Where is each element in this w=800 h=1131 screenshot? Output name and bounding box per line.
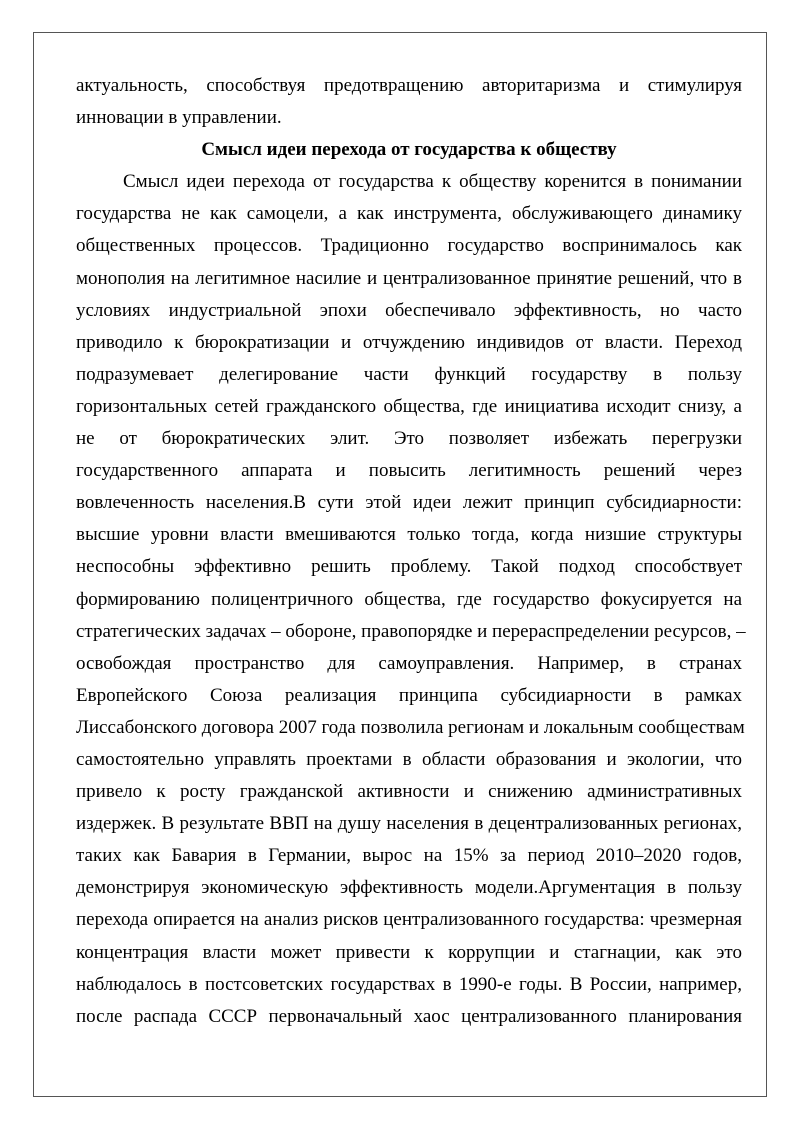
text-line: самостоятельно управлять проектами в области образования и экологии, что <box>76 748 742 770</box>
section-heading: Смысл идеи перехода от государства к обществу <box>201 139 617 161</box>
text-line: перехода опирается на анализ рисков централизованного государства: чрезмерная <box>76 909 742 931</box>
text-line: после распада СССР первоначальный хаос централизованного планирования <box>76 1005 742 1027</box>
text-line: концентрация власти может привести к коррупции и стагнации, как это <box>76 941 742 963</box>
text-line: государственного аппарата и повысить легитимность решений через <box>76 460 742 482</box>
text-line: государства не как самоцели, а как инструмента, обслуживающего динамику <box>76 203 742 225</box>
text-line: монополия на легитимное насилие и централизованное принятие решений, что в <box>76 267 742 289</box>
text-line: общественных процессов. Традиционно государство воспринималось как <box>76 235 742 257</box>
text-line: инновации в управлении. <box>76 107 282 129</box>
document-body <box>76 70 746 1033</box>
text-line: условиях индустриальной эпохи обеспечивало эффективность, но часто <box>76 299 742 321</box>
text-line: Смысл идеи перехода от государства к обществу коренится в понимании <box>123 171 742 193</box>
text-line: вовлеченность населения.В сути этой идеи лежит принцип субсидиарности: <box>76 492 742 514</box>
text-line: приводило к бюрократизации и отчуждению индивидов от власти. Переход <box>76 331 742 353</box>
text-line: горизонтальных сетей гражданского общества, где инициатива исходит снизу, а <box>76 395 742 417</box>
text-line: привело к росту гражданской активности и снижению административных <box>76 781 742 803</box>
text-line: таких как Бавария в Германии, вырос на 15% за период 2010–2020 годов, <box>76 845 742 867</box>
text-line: наблюдалось в постсоветских государствах в 1990-е годы. В России, например, <box>76 973 742 995</box>
text-line: не от бюрократических элит. Это позволяет избежать перегрузки <box>76 428 742 450</box>
text-line: подразумевает делегирование части функций государству в пользу <box>76 363 742 385</box>
text-line: издержек. В результате ВВП на душу населения в децентрализованных регионах, <box>76 813 742 835</box>
text-line: высшие уровни власти вмешиваются только тогда, когда низшие структуры <box>76 524 742 546</box>
text-line: стратегических задачах – обороне, правопорядке и перераспределении ресурсов, – <box>76 620 746 642</box>
text-line: неспособны эффективно решить проблему. Такой подход способствует <box>76 556 742 578</box>
text-line: демонстрируя экономическую эффективность модели.Аргументация в пользу <box>76 877 742 899</box>
text-line: Европейского Союза реализация принципа субсидиарности в рамках <box>76 684 742 706</box>
text-line: актуальность, способствуя предотвращению авторитаризма и стимулируя <box>76 75 742 96</box>
text-line: формированию полицентричного общества, где государство фокусируется на <box>76 588 742 610</box>
text-line: освобождая пространство для самоуправления. Например, в странах <box>76 652 742 674</box>
text-line: Лиссабонского договора 2007 года позволила регионам и локальным сообществам <box>76 716 745 738</box>
